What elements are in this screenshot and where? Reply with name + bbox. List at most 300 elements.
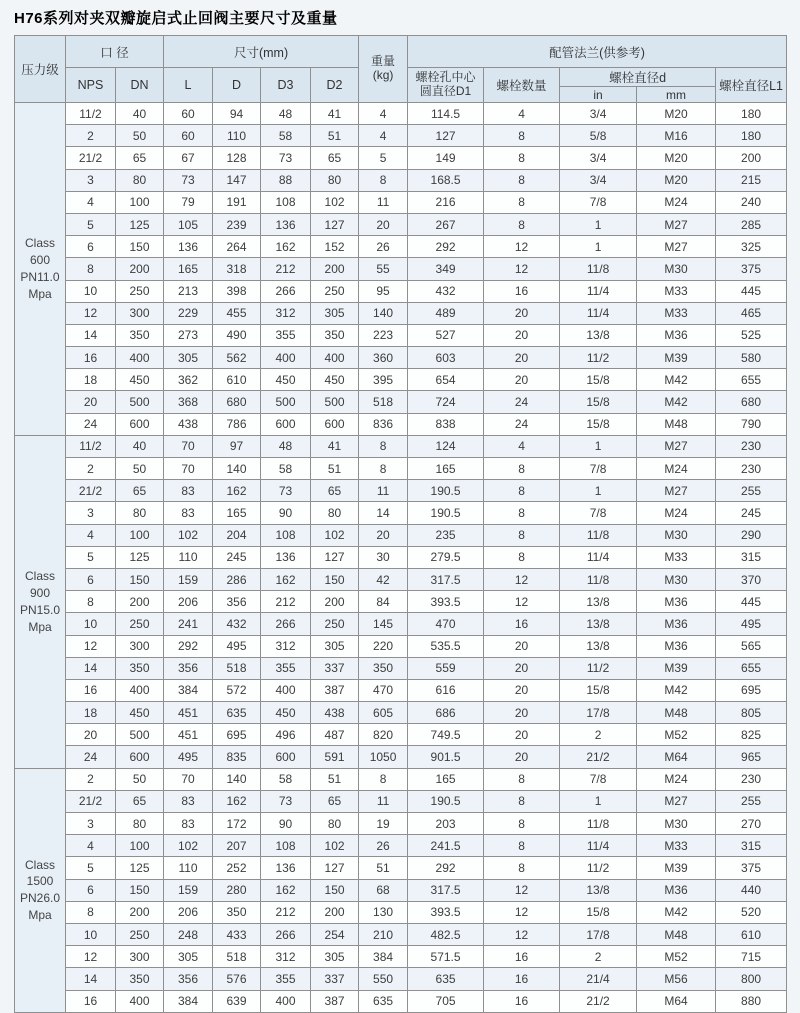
data-cell: 4 xyxy=(484,435,560,457)
data-cell: 8 xyxy=(66,258,116,280)
pressure-class-line: Mpa xyxy=(28,619,52,634)
data-cell: 51 xyxy=(311,458,359,480)
data-cell: 387 xyxy=(311,990,359,1012)
data-cell: 80 xyxy=(116,502,164,524)
data-cell: 24 xyxy=(484,391,560,413)
header-dn: DN xyxy=(116,68,164,103)
data-cell: 50 xyxy=(116,768,164,790)
pressure-class-cell xyxy=(15,435,66,768)
data-cell: 880 xyxy=(716,990,787,1012)
data-cell: 20 xyxy=(484,635,560,657)
data-cell: 290 xyxy=(716,524,787,546)
data-cell: 518 xyxy=(213,657,261,679)
header-d2: D2 xyxy=(311,68,359,103)
data-cell: 250 xyxy=(116,613,164,635)
data-cell: 203 xyxy=(408,813,484,835)
data-cell: 8 xyxy=(484,480,560,502)
data-cell: 230 xyxy=(716,435,787,457)
data-cell: 305 xyxy=(311,946,359,968)
data-cell: 11/4 xyxy=(560,835,637,857)
data-cell: 241 xyxy=(164,613,213,635)
data-cell: 600 xyxy=(261,413,311,435)
data-cell: 482.5 xyxy=(408,923,484,945)
data-cell: 41 xyxy=(311,435,359,457)
header-bolt-dia: 螺栓直径d xyxy=(560,68,716,87)
data-cell: 8 xyxy=(359,768,408,790)
data-cell: 125 xyxy=(116,546,164,568)
data-cell: 591 xyxy=(311,746,359,768)
data-cell: 15/8 xyxy=(560,369,637,391)
data-cell: 40 xyxy=(116,435,164,457)
data-cell: 350 xyxy=(311,324,359,346)
data-cell: 8 xyxy=(484,546,560,568)
data-cell: 7/8 xyxy=(560,458,637,480)
data-cell: M24 xyxy=(637,191,716,213)
data-cell: 200 xyxy=(311,591,359,613)
data-cell: 136 xyxy=(261,546,311,568)
data-cell: 438 xyxy=(164,413,213,435)
data-cell: 20 xyxy=(66,724,116,746)
pressure-class-line: 1500 xyxy=(26,874,54,889)
data-cell: 12 xyxy=(66,946,116,968)
data-cell: 11 xyxy=(359,790,408,812)
data-cell: 10 xyxy=(66,923,116,945)
data-cell: 80 xyxy=(311,169,359,191)
table-row xyxy=(15,347,787,369)
data-cell: 60 xyxy=(164,103,213,125)
data-cell: 65 xyxy=(311,480,359,502)
data-cell: 65 xyxy=(116,147,164,169)
data-cell: M27 xyxy=(637,480,716,502)
data-cell: 191 xyxy=(213,191,261,213)
data-cell: 5 xyxy=(66,546,116,568)
data-cell: 8 xyxy=(359,435,408,457)
data-cell: 200 xyxy=(311,258,359,280)
header-d3: D3 xyxy=(261,68,311,103)
data-cell: 207 xyxy=(213,835,261,857)
data-cell: 715 xyxy=(716,946,787,968)
data-cell: 12 xyxy=(484,568,560,590)
data-cell: 400 xyxy=(261,347,311,369)
data-cell: 451 xyxy=(164,702,213,724)
table-row xyxy=(15,458,787,480)
data-cell: 398 xyxy=(213,280,261,302)
data-cell: 162 xyxy=(261,236,311,258)
data-cell: M56 xyxy=(637,968,716,990)
data-cell: M20 xyxy=(637,147,716,169)
data-cell: 395 xyxy=(359,369,408,391)
data-cell: 836 xyxy=(359,413,408,435)
data-cell: 356 xyxy=(164,657,213,679)
data-cell: 58 xyxy=(261,458,311,480)
data-cell: M36 xyxy=(637,613,716,635)
data-cell: 350 xyxy=(116,324,164,346)
data-cell: 451 xyxy=(164,724,213,746)
data-cell: 30 xyxy=(359,546,408,568)
data-cell: 40 xyxy=(116,103,164,125)
data-cell: 11/4 xyxy=(560,302,637,324)
table-row xyxy=(15,103,787,125)
data-cell: 576 xyxy=(213,968,261,990)
pressure-class-line: Mpa xyxy=(28,286,52,301)
data-cell: 6 xyxy=(66,879,116,901)
data-cell: 97 xyxy=(213,435,261,457)
data-cell: 102 xyxy=(164,524,213,546)
data-cell: 350 xyxy=(359,657,408,679)
data-cell: 16 xyxy=(484,946,560,968)
table-row xyxy=(15,746,787,768)
data-cell: 603 xyxy=(408,347,484,369)
data-cell: 356 xyxy=(164,968,213,990)
data-cell: 200 xyxy=(116,901,164,923)
pressure-class-line: Mpa xyxy=(28,907,52,922)
data-cell: 19 xyxy=(359,813,408,835)
data-cell: 5 xyxy=(66,857,116,879)
data-cell: 300 xyxy=(116,946,164,968)
data-cell: 88 xyxy=(261,169,311,191)
data-cell: 55 xyxy=(359,258,408,280)
data-cell: 10 xyxy=(66,613,116,635)
data-cell: 48 xyxy=(261,103,311,125)
data-cell: 384 xyxy=(164,679,213,701)
header-bolt-qty: 螺栓数量 xyxy=(484,68,560,103)
data-cell: 273 xyxy=(164,324,213,346)
data-cell: 901.5 xyxy=(408,746,484,768)
data-cell: 248 xyxy=(164,923,213,945)
pressure-class-line: PN26.0 xyxy=(19,891,61,906)
data-cell: 8 xyxy=(484,813,560,835)
data-cell: 450 xyxy=(116,369,164,391)
data-cell: 60 xyxy=(164,125,213,147)
data-cell: 83 xyxy=(164,813,213,835)
data-cell: 140 xyxy=(359,302,408,324)
data-cell: 21/2 xyxy=(66,480,116,502)
data-cell: 150 xyxy=(116,879,164,901)
data-cell: 16 xyxy=(484,280,560,302)
data-cell: 14 xyxy=(359,502,408,524)
data-cell: 200 xyxy=(716,147,787,169)
pressure-class-line: Class xyxy=(24,236,55,251)
data-cell: 525 xyxy=(716,324,787,346)
data-cell: 68 xyxy=(359,879,408,901)
data-cell: 13/8 xyxy=(560,879,637,901)
data-cell: M20 xyxy=(637,169,716,191)
data-cell: 16 xyxy=(484,968,560,990)
data-cell: 562 xyxy=(213,347,261,369)
data-cell: 312 xyxy=(261,302,311,324)
header-dimensions: 尺寸(mm) xyxy=(164,36,359,68)
data-cell: 559 xyxy=(408,657,484,679)
data-cell: 15/8 xyxy=(560,391,637,413)
data-cell: 84 xyxy=(359,591,408,613)
data-cell: 8 xyxy=(484,524,560,546)
data-cell: 616 xyxy=(408,679,484,701)
data-cell: 605 xyxy=(359,702,408,724)
data-cell: 65 xyxy=(311,147,359,169)
data-cell: 51 xyxy=(359,857,408,879)
data-cell: 7/8 xyxy=(560,502,637,524)
data-cell: 518 xyxy=(359,391,408,413)
data-cell: 48 xyxy=(261,435,311,457)
data-cell: 686 xyxy=(408,702,484,724)
data-cell: 805 xyxy=(716,702,787,724)
data-cell: M64 xyxy=(637,746,716,768)
data-cell: 12 xyxy=(484,591,560,613)
data-cell: 470 xyxy=(359,679,408,701)
data-cell: 136 xyxy=(164,236,213,258)
data-cell: 216 xyxy=(408,191,484,213)
data-cell: 820 xyxy=(359,724,408,746)
data-cell: 100 xyxy=(116,835,164,857)
data-cell: 368 xyxy=(164,391,213,413)
data-cell: 8 xyxy=(484,169,560,191)
data-cell: 20 xyxy=(484,324,560,346)
data-cell: 280 xyxy=(213,879,261,901)
data-cell: 17/8 xyxy=(560,923,637,945)
data-cell: 70 xyxy=(164,458,213,480)
data-cell: 21/2 xyxy=(66,790,116,812)
table-row xyxy=(15,435,787,457)
table-row xyxy=(15,946,787,968)
table-row xyxy=(15,147,787,169)
spec-table xyxy=(14,35,787,1013)
table-header xyxy=(15,36,787,103)
data-cell: 10 xyxy=(66,280,116,302)
data-cell: 20 xyxy=(484,679,560,701)
data-cell: 300 xyxy=(116,302,164,324)
data-cell: 400 xyxy=(116,347,164,369)
data-cell: 11/8 xyxy=(560,568,637,590)
data-cell: 305 xyxy=(311,635,359,657)
data-cell: M42 xyxy=(637,679,716,701)
data-cell: M39 xyxy=(637,657,716,679)
data-cell: 162 xyxy=(213,790,261,812)
data-cell: 266 xyxy=(261,613,311,635)
data-cell: 20 xyxy=(484,302,560,324)
data-cell: 7/8 xyxy=(560,768,637,790)
data-cell: 165 xyxy=(213,502,261,524)
pressure-class-line: PN11.0 xyxy=(20,269,60,284)
data-cell: 80 xyxy=(116,813,164,835)
data-cell: 11/8 xyxy=(560,524,637,546)
data-cell: 102 xyxy=(311,191,359,213)
data-cell: 433 xyxy=(213,923,261,945)
data-cell: 749.5 xyxy=(408,724,484,746)
data-cell: 965 xyxy=(716,746,787,768)
data-cell: 95 xyxy=(359,280,408,302)
data-cell: 264 xyxy=(213,236,261,258)
data-cell: 79 xyxy=(164,191,213,213)
data-cell: 125 xyxy=(116,857,164,879)
data-cell: 21/2 xyxy=(560,746,637,768)
data-cell: 266 xyxy=(261,923,311,945)
data-cell: 8 xyxy=(359,458,408,480)
data-cell: 3 xyxy=(66,813,116,835)
data-cell: 487 xyxy=(311,724,359,746)
data-cell: 8 xyxy=(484,768,560,790)
data-cell: 190.5 xyxy=(408,790,484,812)
data-cell: 2 xyxy=(66,125,116,147)
data-cell: 384 xyxy=(164,990,213,1012)
pressure-class-line: Class xyxy=(24,569,55,584)
data-cell: 315 xyxy=(716,546,787,568)
header-bore: 口 径 xyxy=(66,36,164,68)
data-cell: 73 xyxy=(261,480,311,502)
data-cell: 108 xyxy=(261,835,311,857)
data-cell: 190.5 xyxy=(408,480,484,502)
data-cell: 470 xyxy=(408,613,484,635)
table-row xyxy=(15,302,787,324)
table-row xyxy=(15,280,787,302)
data-cell: 565 xyxy=(716,635,787,657)
data-cell: 140 xyxy=(213,768,261,790)
data-cell: 254 xyxy=(311,923,359,945)
pressure-class-cell xyxy=(15,768,66,1012)
data-cell: 610 xyxy=(213,369,261,391)
data-cell: 16 xyxy=(66,990,116,1012)
data-cell: 356 xyxy=(213,591,261,613)
table-row xyxy=(15,546,787,568)
data-cell: 450 xyxy=(116,702,164,724)
data-cell: M27 xyxy=(637,790,716,812)
data-cell: 200 xyxy=(116,258,164,280)
data-cell: 286 xyxy=(213,568,261,590)
table-row xyxy=(15,857,787,879)
data-cell: 11/2 xyxy=(66,103,116,125)
data-cell: 535.5 xyxy=(408,635,484,657)
data-cell: 438 xyxy=(311,702,359,724)
table-row xyxy=(15,879,787,901)
data-cell: 1 xyxy=(560,790,637,812)
data-cell: 315 xyxy=(716,835,787,857)
data-cell: 12 xyxy=(484,901,560,923)
data-cell: 212 xyxy=(261,591,311,613)
data-cell: 600 xyxy=(116,413,164,435)
data-cell: 400 xyxy=(261,679,311,701)
data-cell: M48 xyxy=(637,413,716,435)
data-cell: 165 xyxy=(408,768,484,790)
data-cell: 2 xyxy=(66,768,116,790)
data-cell: M33 xyxy=(637,835,716,857)
data-cell: 42 xyxy=(359,568,408,590)
data-cell: 210 xyxy=(359,923,408,945)
data-cell: 3 xyxy=(66,169,116,191)
data-cell: 11 xyxy=(359,480,408,502)
table-row xyxy=(15,790,787,812)
data-cell: 20 xyxy=(484,746,560,768)
table-row xyxy=(15,768,787,790)
data-cell: 11/8 xyxy=(560,258,637,280)
data-cell: 318 xyxy=(213,258,261,280)
data-cell: 7/8 xyxy=(560,191,637,213)
data-cell: 8 xyxy=(484,147,560,169)
data-cell: 250 xyxy=(116,280,164,302)
data-cell: 825 xyxy=(716,724,787,746)
data-cell: 83 xyxy=(164,502,213,524)
data-cell: 12 xyxy=(66,635,116,657)
data-cell: 3/4 xyxy=(560,147,637,169)
data-cell: M33 xyxy=(637,280,716,302)
data-cell: 2 xyxy=(560,724,637,746)
data-cell: 20 xyxy=(484,724,560,746)
data-cell: 5/8 xyxy=(560,125,637,147)
data-cell: 317.5 xyxy=(408,568,484,590)
data-cell: 50 xyxy=(116,125,164,147)
data-cell: 230 xyxy=(716,768,787,790)
data-cell: 8 xyxy=(66,591,116,613)
data-cell: M42 xyxy=(637,369,716,391)
data-cell: 67 xyxy=(164,147,213,169)
data-cell: 11/2 xyxy=(560,657,637,679)
data-cell: 20 xyxy=(484,702,560,724)
data-cell: 12 xyxy=(484,923,560,945)
data-cell: 6 xyxy=(66,568,116,590)
data-cell: 360 xyxy=(359,347,408,369)
data-cell: 140 xyxy=(213,458,261,480)
data-cell: M20 xyxy=(637,103,716,125)
data-cell: 24 xyxy=(484,413,560,435)
data-cell: 204 xyxy=(213,524,261,546)
data-cell: 21/2 xyxy=(560,990,637,1012)
data-cell: 838 xyxy=(408,413,484,435)
data-cell: 680 xyxy=(716,391,787,413)
data-cell: 384 xyxy=(359,946,408,968)
data-cell: 4 xyxy=(66,524,116,546)
data-cell: M52 xyxy=(637,946,716,968)
data-cell: 206 xyxy=(164,901,213,923)
data-cell: 180 xyxy=(716,103,787,125)
table-row xyxy=(15,635,787,657)
data-cell: 21/4 xyxy=(560,968,637,990)
data-cell: M39 xyxy=(637,347,716,369)
header-bolt-dia-in: in xyxy=(560,87,637,103)
data-cell: 65 xyxy=(311,790,359,812)
header-weight xyxy=(359,36,408,103)
data-cell: 250 xyxy=(311,280,359,302)
data-cell: 355 xyxy=(261,657,311,679)
data-cell: 230 xyxy=(716,458,787,480)
header-l: L xyxy=(164,68,213,103)
data-cell: 240 xyxy=(716,191,787,213)
data-cell: 495 xyxy=(716,613,787,635)
data-cell: 8 xyxy=(484,835,560,857)
data-cell: 105 xyxy=(164,213,213,235)
data-cell: 229 xyxy=(164,302,213,324)
header-bolt-circle-line2: 圆直径D1 xyxy=(419,84,472,98)
page-title: H76系列对夹双瓣旋启式止回阀主要尺寸及重量 xyxy=(14,10,338,27)
data-cell: 150 xyxy=(116,568,164,590)
data-cell: 239 xyxy=(213,213,261,235)
data-cell: 495 xyxy=(164,746,213,768)
data-cell: 450 xyxy=(261,369,311,391)
data-cell: 136 xyxy=(261,857,311,879)
table-row xyxy=(15,391,787,413)
data-cell: 432 xyxy=(213,613,261,635)
data-cell: 455 xyxy=(213,302,261,324)
data-cell: 16 xyxy=(66,347,116,369)
data-cell: M30 xyxy=(637,813,716,835)
table-row xyxy=(15,613,787,635)
data-cell: 206 xyxy=(164,591,213,613)
table-row xyxy=(15,324,787,346)
data-cell: 114.5 xyxy=(408,103,484,125)
data-cell: 6 xyxy=(66,236,116,258)
data-cell: 1 xyxy=(560,213,637,235)
data-cell: 635 xyxy=(408,968,484,990)
data-cell: 8 xyxy=(484,125,560,147)
data-cell: 1 xyxy=(560,480,637,502)
data-cell: 14 xyxy=(66,324,116,346)
